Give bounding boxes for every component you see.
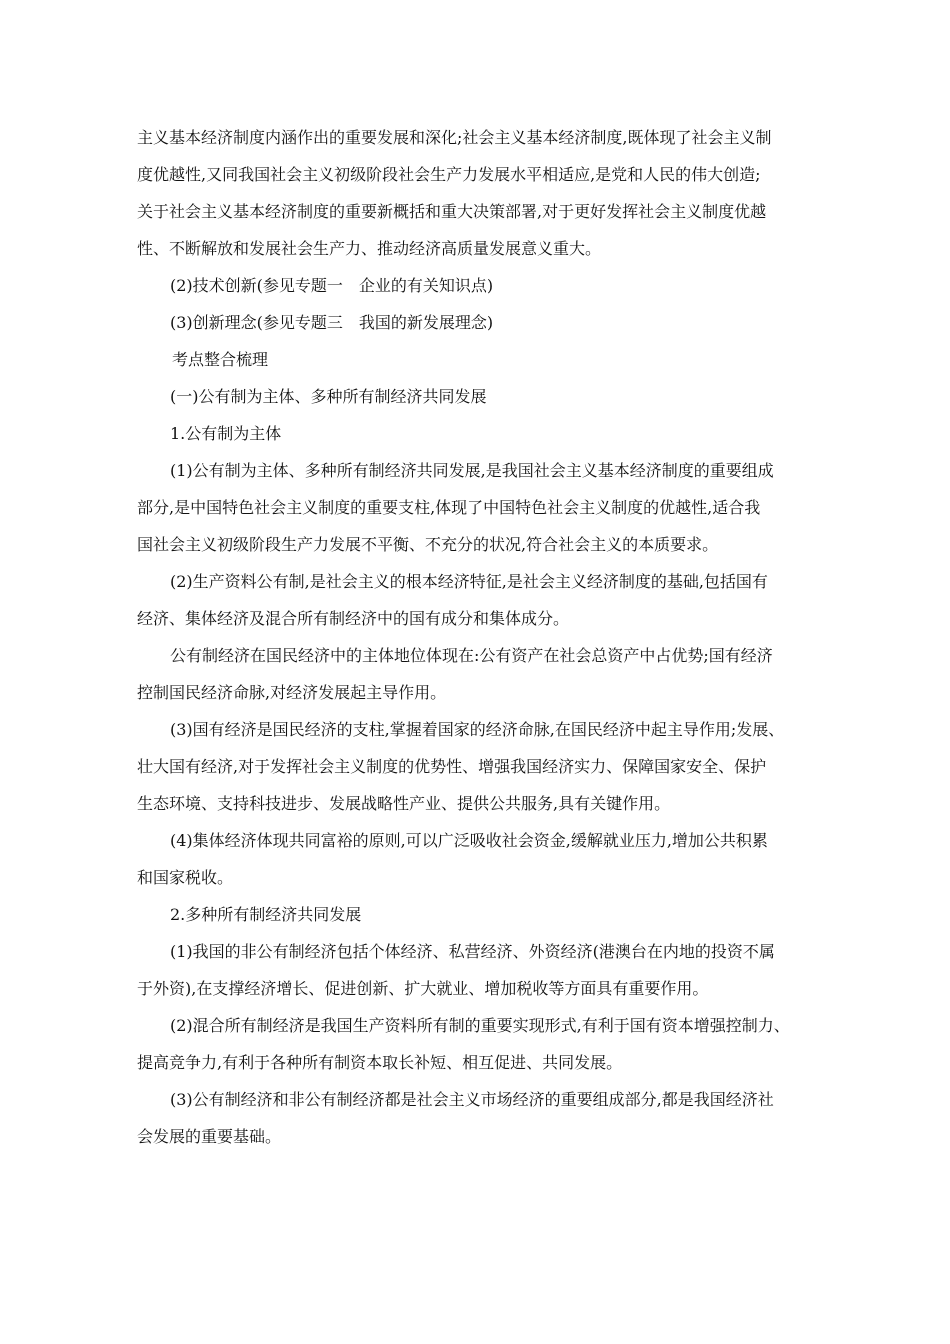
paragraph-line: 壮大国有经济,对于发挥社会主义制度的优势性、增强我国经济实力、保障国家安全、保护: [137, 757, 767, 776]
paragraph-line: 国社会主义初级阶段生产力发展不平衡、不充分的状况,符合社会主义的本质要求。: [137, 535, 719, 554]
subsection-heading: 2.多种所有制经济共同发展: [170, 905, 362, 924]
paragraph-line: 度优越性,又同我国社会主义初级阶段社会生产力发展水平相适应,是党和人民的伟大创造;: [137, 165, 761, 184]
paragraph-line: 性、不断解放和发展社会生产力、推动经济高质量发展意义重大。: [137, 239, 602, 258]
paragraph-line: (3)公有制经济和非公有制经济都是社会主义市场经济的重要组成部分,都是我国经济社: [170, 1090, 774, 1109]
section-heading: (一)公有制为主体、多种所有制经济共同发展: [170, 387, 487, 406]
paragraph-line: 生态环境、支持科技进步、发展战略性产业、提供公共服务,具有关键作用。: [137, 794, 671, 813]
paragraph-line: 和国家税收。: [137, 868, 234, 887]
paragraph-line: (2)混合所有制经济是我国生产资料所有制的重要实现形式,有利于国有资本增强控制力、: [170, 1016, 790, 1035]
paragraph-line: (1)公有制为主体、多种所有制经济共同发展,是我国社会主义基本经济制度的重要组成: [170, 461, 774, 480]
paragraph-line: (3)创新理念(参见专题三 我国的新发展理念): [170, 313, 494, 332]
paragraph-line: 经济、集体经济及混合所有制经济中的国有成分和集体成分。: [137, 609, 570, 628]
paragraph-line: 控制国民经济命脉,对经济发展起主导作用。: [137, 683, 447, 702]
paragraph-line: 公有制经济在国民经济中的主体地位体现在:公有资产在社会总资产中占优势;国有经济: [170, 646, 773, 665]
paragraph-line: (1)我国的非公有制经济包括个体经济、私营经济、外资经济(港澳台在内地的投资不属: [170, 942, 775, 961]
subsection-heading: 1.公有制为主体: [170, 424, 282, 443]
paragraph-line: (2)生产资料公有制,是社会主义的根本经济特征,是社会主义经济制度的基础,包括国有: [170, 572, 768, 591]
paragraph-line: (3)国有经济是国民经济的支柱,掌握着国家的经济命脉,在国民经济中起主导作用;发展、: [170, 720, 785, 739]
paragraph-line: 提高竞争力,有利于各种所有制资本取长补短、相互促进、共同发展。: [137, 1053, 623, 1072]
paragraph-line: (2)技术创新(参见专题一 企业的有关知识点): [170, 276, 494, 295]
paragraph-line: 部分,是中国特色社会主义制度的重要支柱,体现了中国特色社会主义制度的优越性,适合我: [137, 498, 761, 517]
paragraph-line: 于外资),在支撑经济增长、促进创新、扩大就业、增加税收等方面具有重要作用。: [137, 979, 709, 998]
paragraph-line: 主义基本经济制度内涵作出的重要发展和深化;社会主义基本经济制度,既体现了社会主义制: [137, 128, 772, 147]
section-heading: 考点整合梳理: [172, 350, 269, 369]
paragraph-line: (4)集体经济体现共同富裕的原则,可以广泛吸收社会资金,缓解就业压力,增加公共积累: [170, 831, 768, 850]
paragraph-line: 关于社会主义基本经济制度的重要新概括和重大决策部署,对于更好发挥社会主义制度优越: [137, 202, 767, 221]
paragraph-line: 会发展的重要基础。: [137, 1127, 282, 1146]
